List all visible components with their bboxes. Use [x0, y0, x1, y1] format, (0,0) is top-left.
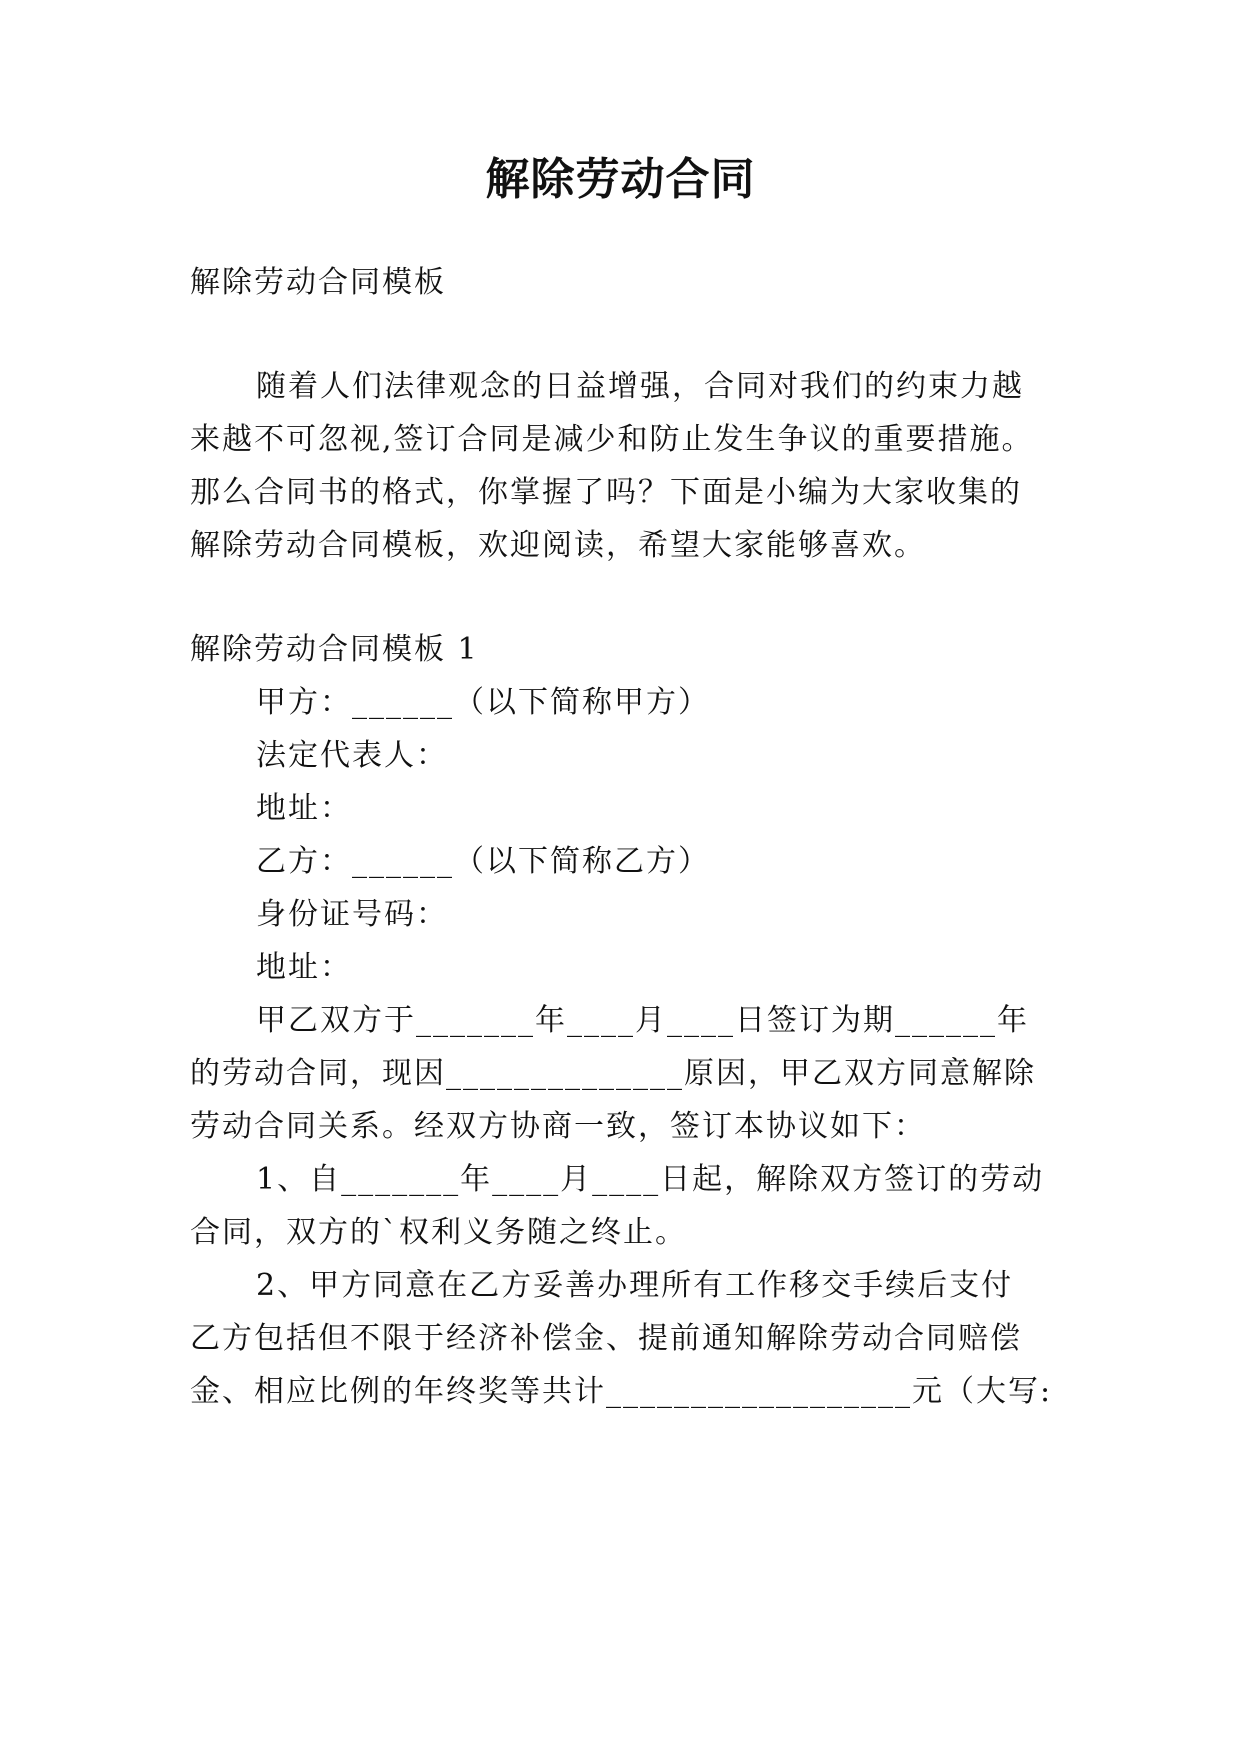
intro-line: 解除劳动合同模板，欢迎阅读，希望大家能够喜欢。 — [190, 528, 926, 563]
agreement-line: 甲乙双方于_______年____月____日签订为期______年 — [256, 1003, 1029, 1038]
intro-line: 来越不可忽视,签订合同是减少和防止发生争议的重要措施。 — [190, 422, 1034, 457]
party-line: 地址： — [256, 791, 352, 826]
section-heading: 解除劳动合同模板 1 — [190, 632, 479, 667]
intro-line: 那么合同书的格式，你掌握了吗？下面是小编为大家收集的 — [190, 475, 1022, 510]
intro-line: 随着人们法律观念的日益增强，合同对我们的约束力越 — [256, 369, 1024, 404]
clause-line: 1、自_______年____月____日起，解除双方签订的劳动 — [256, 1162, 1045, 1197]
agreement-line: 劳动合同关系。经双方协商一致，签订本协议如下： — [190, 1109, 926, 1144]
document-title: 解除劳动合同 — [485, 154, 756, 205]
party-line: 地址： — [256, 950, 352, 985]
clause-line: 金、相应比例的年终奖等共计__________________元（大写: — [190, 1374, 1053, 1409]
party-line: 法定代表人： — [256, 738, 448, 773]
clause-line: 2、甲方同意在乙方妥善办理所有工作移交手续后支付 — [256, 1268, 1014, 1303]
party-line: 甲方：______（以下简称甲方） — [256, 685, 710, 720]
clause-line: 乙方包括但不限于经济补偿金、提前通知解除劳动合同赔偿 — [190, 1321, 1022, 1356]
party-line: 身份证号码： — [256, 897, 448, 932]
agreement-line: 的劳动合同，现因______________原因，甲乙双方同意解除 — [190, 1056, 1036, 1091]
party-line: 乙方：______（以下简称乙方） — [256, 844, 710, 879]
document-subtitle: 解除劳动合同模板 — [190, 265, 446, 300]
clause-line: 合同，双方的`权利义务随之终止。 — [190, 1215, 687, 1250]
